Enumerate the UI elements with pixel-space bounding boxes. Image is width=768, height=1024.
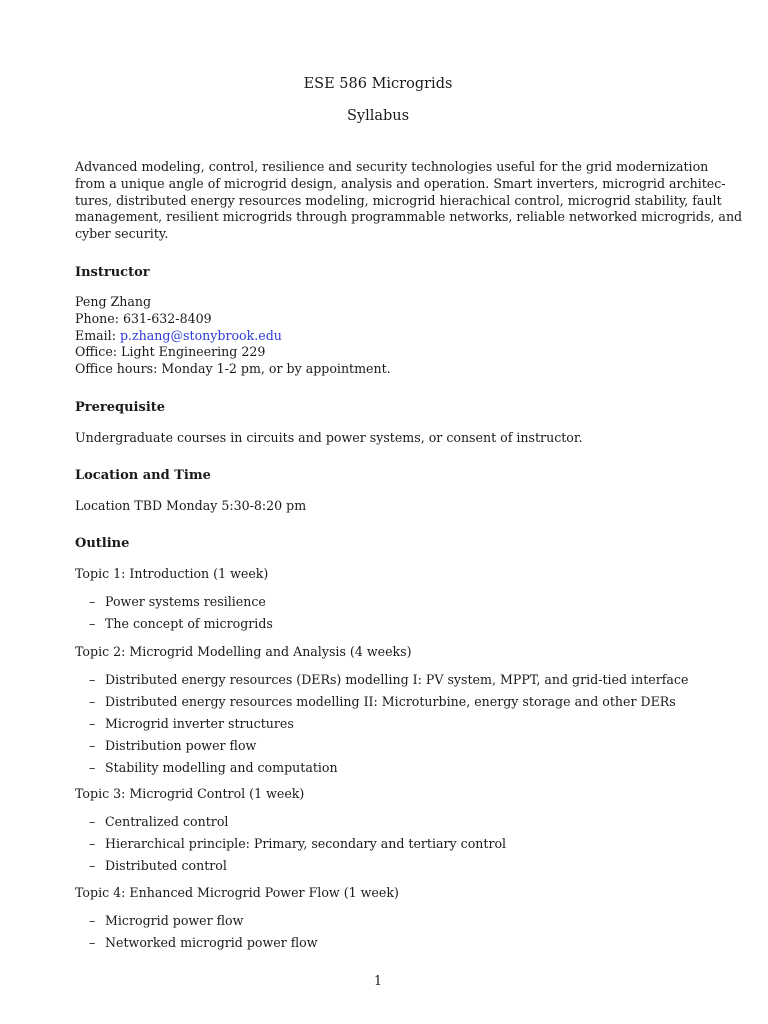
instructor-phone: Phone: 631-632-8409: [75, 310, 212, 326]
list-item: – Centralized control: [89, 814, 229, 829]
email-link[interactable]: p.zhang@stonybrook.edu: [119, 327, 282, 343]
description-line: management, resilient microgrids through programmable networks, reliable networked microgrids, and: [75, 209, 743, 225]
prerequisite-heading: Prerequisite: [75, 400, 166, 415]
instructor-info: [75, 294, 681, 378]
topic-3-items: [89, 814, 506, 880]
outline-heading: Outline: [75, 536, 130, 551]
syllabus-page: [75, 0, 743, 1024]
topic-1-items: [89, 594, 273, 638]
email-label: Email:: [75, 327, 116, 343]
instructor-office-hours: Office hours: Monday 1-2 pm, or by appointment.: [75, 361, 391, 377]
instructor-office: Office: Light Engineering 229: [75, 344, 266, 360]
topic-2-items: [89, 672, 688, 782]
list-item: – Distributed energy resources (DERs) modelling I: PV system, MPPT, and grid-tied interface: [89, 672, 689, 687]
course-description: [75, 159, 743, 243]
list-item: – The concept of microgrids: [89, 616, 273, 631]
topic-3-title: Topic 3: Microgrid Control (1 week): [75, 786, 305, 801]
topic-4-title: Topic 4: Enhanced Microgrid Power Flow (1 week): [75, 885, 399, 900]
list-item: – Distribution power flow: [89, 738, 257, 753]
instructor-name: Peng Zhang: [75, 294, 152, 309]
prerequisite-text: Undergraduate courses in circuits and power systems, or consent of instructor.: [75, 430, 583, 445]
description-line: Advanced modeling, control, resilience and security technologies useful for the grid modernization: [75, 159, 709, 174]
document-title: ESE 586 Microgrids: [303, 76, 453, 92]
description-line: tures, distributed energy resources modeling, microgrid hierachical control, microgrid stability, fault: [75, 192, 722, 208]
description-line: from a unique angle of microgrid design, analysis and operation. Smart inverters, microgrid architec-: [75, 175, 726, 191]
list-item: – Distributed energy resources modelling II: Microturbine, energy storage and other DERs: [89, 694, 676, 709]
instructor-heading: Instructor: [75, 265, 150, 280]
list-item: – Networked microgrid power flow: [89, 935, 318, 950]
list-item: – Microgrid power flow: [89, 913, 244, 928]
description-line: cyber security.: [75, 226, 169, 242]
location-time-text: Location TBD Monday 5:30-8:20 pm: [75, 498, 307, 513]
topic-4-items: [89, 913, 318, 957]
instructor-email-line: [75, 328, 681, 345]
document-subtitle: Syllabus: [346, 108, 410, 124]
list-item: – Hierarchical principle: Primary, secondary and tertiary control: [89, 836, 507, 851]
topic-1-title: Topic 1: Introduction (1 week): [75, 566, 269, 581]
topic-2-title: Topic 2: Microgrid Modelling and Analysis (4 weeks): [75, 644, 412, 659]
page-number: 1: [373, 973, 382, 988]
list-item: – Microgrid inverter structures: [89, 716, 294, 731]
list-item: – Power systems resilience: [89, 594, 266, 609]
list-item: – Distributed control: [89, 858, 227, 873]
location-time-heading: Location and Time: [75, 468, 211, 483]
list-item: – Stability modelling and computation: [89, 760, 338, 775]
